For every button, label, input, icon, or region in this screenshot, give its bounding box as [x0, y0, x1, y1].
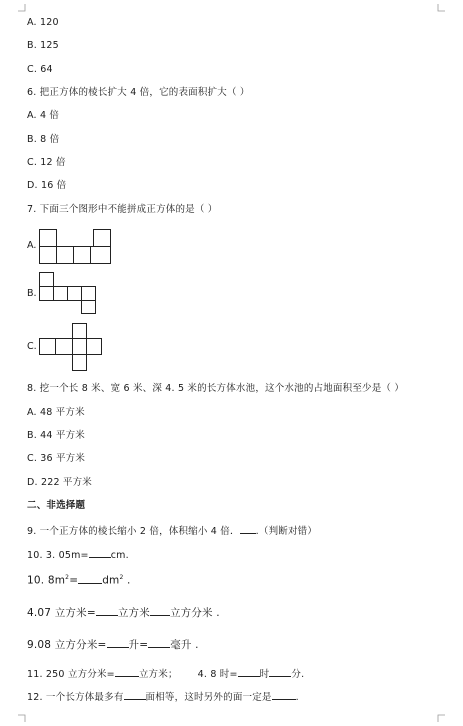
q4-answer-blank-1[interactable]: [96, 605, 118, 616]
q12-answer-blank-1[interactable]: [124, 689, 146, 700]
q9b-mid: 升=: [128, 639, 149, 651]
q6-option-d: D. 16 倍: [27, 180, 67, 191]
section-title: 二、非选择题: [27, 500, 86, 511]
q10b-mid: =: [69, 574, 79, 587]
q11-mid2: 时: [259, 669, 270, 680]
q5-option-a: A. 120: [27, 17, 59, 28]
q11-left: 11. 250 立方分米=: [27, 669, 115, 680]
q6-option-a: A. 4 倍: [27, 110, 60, 121]
q11-mid: 立方米；: [138, 669, 178, 680]
q7-label-a: A.: [27, 240, 37, 251]
q10-length-conversion: [27, 547, 129, 562]
q11-answer-blank-1[interactable]: [115, 666, 139, 677]
q4-end: 立方分米 .: [169, 607, 220, 619]
q6-option-b: B. 8 倍: [27, 134, 60, 145]
q8-option-a: A. 48 平方米: [27, 407, 85, 418]
q10a-left: 10. 3. 05m=: [27, 550, 89, 561]
q10-area-conversion: [27, 572, 131, 587]
q5-option-b: B. 125: [27, 40, 59, 51]
q8-option-b: B. 44 平方米: [27, 430, 85, 441]
q12-answer-blank-2[interactable]: [272, 689, 296, 700]
q7-cube-net-c: [38, 322, 104, 372]
q6-option-c: C. 12 倍: [27, 157, 66, 168]
q9-answer-blank[interactable]: [240, 523, 256, 534]
q6-stem: 6. 把正方体的棱长扩大 4 倍，它的表面积扩大（ ）: [27, 87, 250, 98]
q4-left: 4.07 立方米=: [27, 607, 96, 619]
q9-text: 9. 一个正方体的棱长缩小 2 倍，体积缩小 4 倍．: [27, 526, 240, 537]
q9b-answer-blank-1[interactable]: [107, 637, 129, 648]
q10b-sup: 2: [65, 574, 70, 581]
q8-stem: 8. 挖一个长 8 米、宽 6 米、深 4. 5 米的长方体水池，这个水池的占地面积至少是（ ）: [27, 383, 405, 394]
q11-end: 分.: [291, 669, 305, 680]
q7-cube-net-a: [38, 228, 112, 266]
q9b-end: 毫升 .: [170, 639, 199, 651]
q10b-left: 10. 8m: [27, 574, 66, 587]
q9-tail: .（判断对错）: [255, 526, 318, 537]
q12-fill-blank: [27, 689, 299, 704]
corner-mark-bottom-right: [437, 714, 445, 722]
q7-stem: 7. 下面三个图形中不能拼成正方体的是（ ）: [27, 204, 218, 215]
q12-end: .: [295, 692, 299, 703]
q5-option-c: C. 64: [27, 64, 53, 75]
q4-answer-blank-2[interactable]: [150, 605, 170, 616]
q7-cube-net-b: [38, 271, 100, 315]
q10b-answer-blank[interactable]: [78, 573, 102, 584]
q10b-unit: dm: [102, 574, 120, 587]
q10a-answer-blank[interactable]: [89, 547, 111, 558]
q8-option-d: D. 222 平方米: [27, 477, 93, 488]
q10a-unit: cm.: [110, 550, 129, 561]
q4-volume-conversion: [27, 605, 220, 619]
q11-answer-blank-3[interactable]: [269, 666, 291, 677]
q9-true-false: [27, 523, 317, 538]
q11-conversion: [27, 666, 304, 681]
q12-mid: 面相等，这时另外的面一定是: [145, 692, 272, 703]
q9b-left: 9.08 立方分米=: [27, 639, 107, 651]
q8-option-c: C. 36 平方米: [27, 453, 86, 464]
q11-right: 4. 8 时=: [197, 669, 238, 680]
q9b-answer-blank-2[interactable]: [148, 637, 170, 648]
q7-label-b: B.: [27, 288, 37, 299]
corner-mark-bottom-left: [18, 714, 26, 722]
q10b-end: .: [123, 574, 131, 587]
q4-mid: 立方米: [117, 607, 150, 619]
q9b-volume-conversion: [27, 637, 199, 651]
q12-left: 12. 一个长方体最多有: [27, 692, 124, 703]
corner-mark-top-left: [18, 4, 26, 12]
q7-label-c: C.: [27, 341, 37, 352]
q10b-unit-sup: 2: [119, 574, 124, 581]
corner-mark-top-right: [437, 4, 445, 12]
q11-answer-blank-2[interactable]: [238, 666, 260, 677]
